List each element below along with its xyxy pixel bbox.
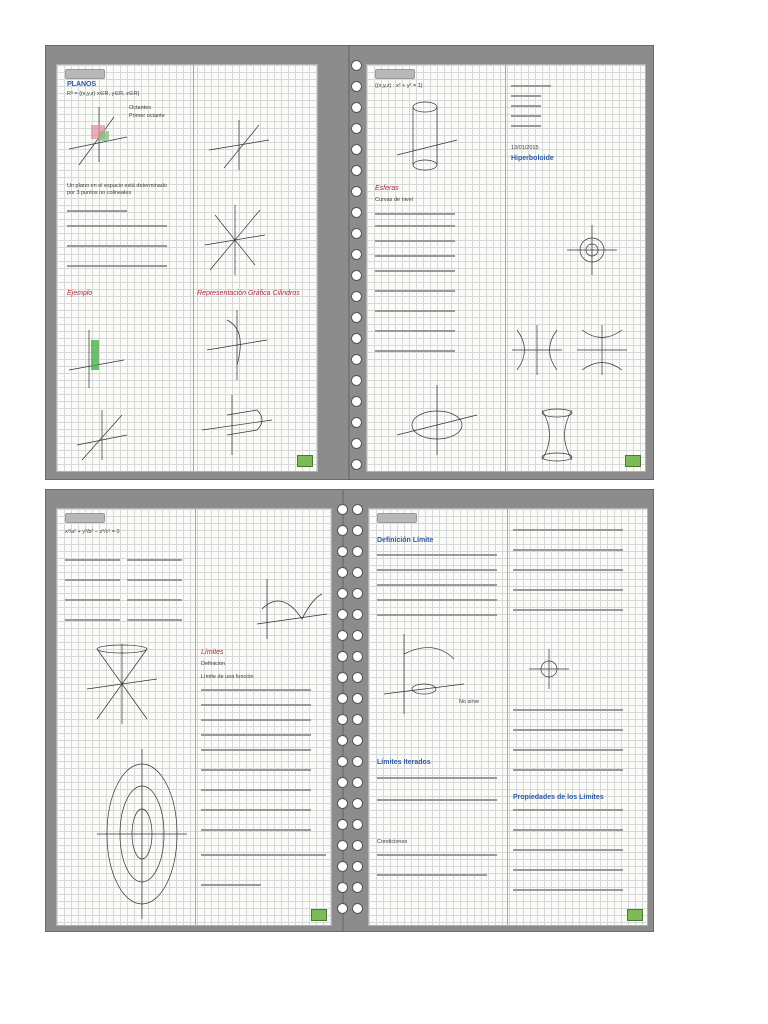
text-line: Un plano en el espacio está determinado: [67, 183, 167, 189]
page-corner-tab: [627, 909, 643, 921]
text-line: [65, 619, 120, 621]
text-line: [513, 569, 623, 571]
heading-planos: PLANOS: [67, 81, 97, 88]
column-line: [505, 65, 506, 471]
text-line: [513, 809, 623, 811]
heading-ejemplo: Ejemplo: [67, 290, 93, 297]
heading-curvas-nivel: Curvas de nivel: [375, 197, 413, 203]
text-line: [65, 599, 120, 601]
text-line: [513, 769, 623, 771]
text-line: [375, 213, 455, 215]
heading-propiedades-limites: Propiedades de los Límites: [513, 794, 604, 801]
plane-diagram: [209, 120, 269, 170]
axes-diagram: [77, 410, 127, 460]
text-line: [513, 609, 623, 611]
ring-binder-holes-right: [352, 504, 364, 924]
text-line: [127, 599, 182, 601]
note-primer-octante: Primer octante: [129, 113, 165, 119]
text-line: [513, 749, 623, 751]
note-octantes: Octantes: [129, 105, 152, 111]
text-line: [377, 599, 497, 601]
text-line: [513, 729, 623, 731]
text-line: [67, 245, 167, 247]
text-line: [201, 809, 311, 811]
spread-divider: [348, 46, 350, 479]
text-line: [127, 619, 182, 621]
text-line: [65, 579, 120, 581]
date-tab: [65, 69, 105, 79]
text-line: [513, 849, 623, 851]
text-line: [377, 614, 497, 616]
text-line: [513, 709, 623, 711]
hyperbola-sketch-2: [577, 325, 627, 375]
date-tab: [65, 513, 105, 523]
heading-hiperboloide: Hiperboloide: [511, 155, 554, 162]
text-line: [513, 589, 623, 591]
notebook-spread-bottom: [45, 489, 654, 932]
text-line: [127, 559, 182, 561]
ring-binder-holes-left: [337, 504, 349, 924]
text-line: [375, 255, 455, 257]
text-line: [201, 769, 311, 771]
text-line: [513, 869, 623, 871]
notebook-page-top-right: [366, 64, 646, 472]
text-line: [67, 210, 127, 212]
cone-sketch: [87, 644, 157, 724]
text-line: [375, 350, 455, 352]
date-tab: [377, 513, 417, 523]
cylinder-diagram: [207, 310, 267, 380]
octant-diagram: [69, 107, 129, 167]
formula-r3: R³ = {(x,y,z) x∈R, y∈R, z∈R}: [67, 91, 140, 97]
note-limite-funcion: Límite de una función: [201, 674, 254, 680]
page-corner-tab: [297, 455, 313, 467]
notebook-spread-top: [45, 45, 654, 480]
text-line: [201, 789, 311, 791]
text-line: [511, 85, 551, 87]
paraboloid-level-sketch: [97, 749, 187, 919]
text-line: [127, 579, 182, 581]
text-line: por 3 puntos no colineales: [67, 190, 132, 196]
note-condiciones: Condiciones: [377, 839, 408, 845]
page-corner-tab: [625, 455, 641, 467]
text-line: [513, 829, 623, 831]
text-line: [377, 569, 497, 571]
text-line: [375, 240, 455, 242]
text-line: [377, 799, 497, 801]
parabolic-cylinder-diagram: [202, 395, 272, 455]
hyperbola-sketch: [512, 325, 562, 375]
text-line: [375, 290, 455, 292]
text-line: [201, 829, 311, 831]
date-tab: [375, 69, 415, 79]
text-line: [201, 884, 261, 886]
cylinder-sketch: [397, 95, 457, 185]
text-line: [375, 270, 455, 272]
disc-sketch: [529, 649, 569, 689]
example-plane-diagram: [69, 330, 129, 390]
text-line: [67, 225, 167, 227]
text-line: [513, 529, 623, 531]
ellipsoid-sketch: [397, 385, 477, 455]
text-line: [375, 330, 455, 332]
text-line: [201, 719, 311, 721]
text-line: [511, 115, 541, 117]
text-line: [513, 889, 623, 891]
date: 13/01/2015: [511, 145, 539, 151]
column-line: [507, 509, 508, 925]
heading-limites: Límites: [201, 649, 224, 656]
heading-limites-iterados: Límites Iterados: [377, 759, 431, 766]
text-line: [377, 584, 497, 586]
text-line: [511, 95, 541, 97]
hyperboloid-sketch: [527, 405, 587, 465]
text-line: [375, 225, 455, 227]
notebook-page-bottom-left: [56, 508, 332, 926]
circle-level-sketch: [567, 225, 617, 275]
text-line: [65, 559, 120, 561]
formula-cone: x²/a² + y²/b² − z²/c² = 0: [65, 529, 120, 535]
note-definicion: Definición: [201, 661, 226, 667]
page-corner-tab: [311, 909, 327, 921]
formula-cylinder: {(x,y,z) : x² + y² = 1}: [375, 83, 423, 89]
saddle-sketch: [257, 579, 327, 639]
text-line: [511, 105, 541, 107]
text-line: [377, 554, 497, 556]
text-line: [201, 734, 311, 736]
text-line: [377, 874, 487, 876]
heading-esferas: Esferas: [375, 185, 399, 192]
heading-definicion-limite: Definición Límite: [377, 537, 434, 544]
ring-binder-holes: [351, 60, 363, 480]
column-line: [195, 509, 196, 925]
notebook-page-top-left: [56, 64, 318, 472]
text-line: [201, 749, 311, 751]
text-line: [375, 310, 455, 312]
text-line: [377, 777, 497, 779]
text-line: [67, 265, 167, 267]
text-line: [201, 704, 311, 706]
column-line: [193, 65, 194, 471]
text-line: [511, 125, 541, 127]
line-diagram: [205, 205, 265, 275]
text-line: [201, 689, 311, 691]
heading-cilindros: Representación Gráfica Cilindros: [197, 290, 300, 297]
text-line: [377, 854, 497, 856]
notebook-page-bottom-right: [368, 508, 648, 926]
text-line: [201, 854, 326, 856]
limit-surface-sketch: [384, 634, 464, 714]
note-no-sirve: No sirve: [459, 699, 480, 705]
text-line: [513, 549, 623, 551]
